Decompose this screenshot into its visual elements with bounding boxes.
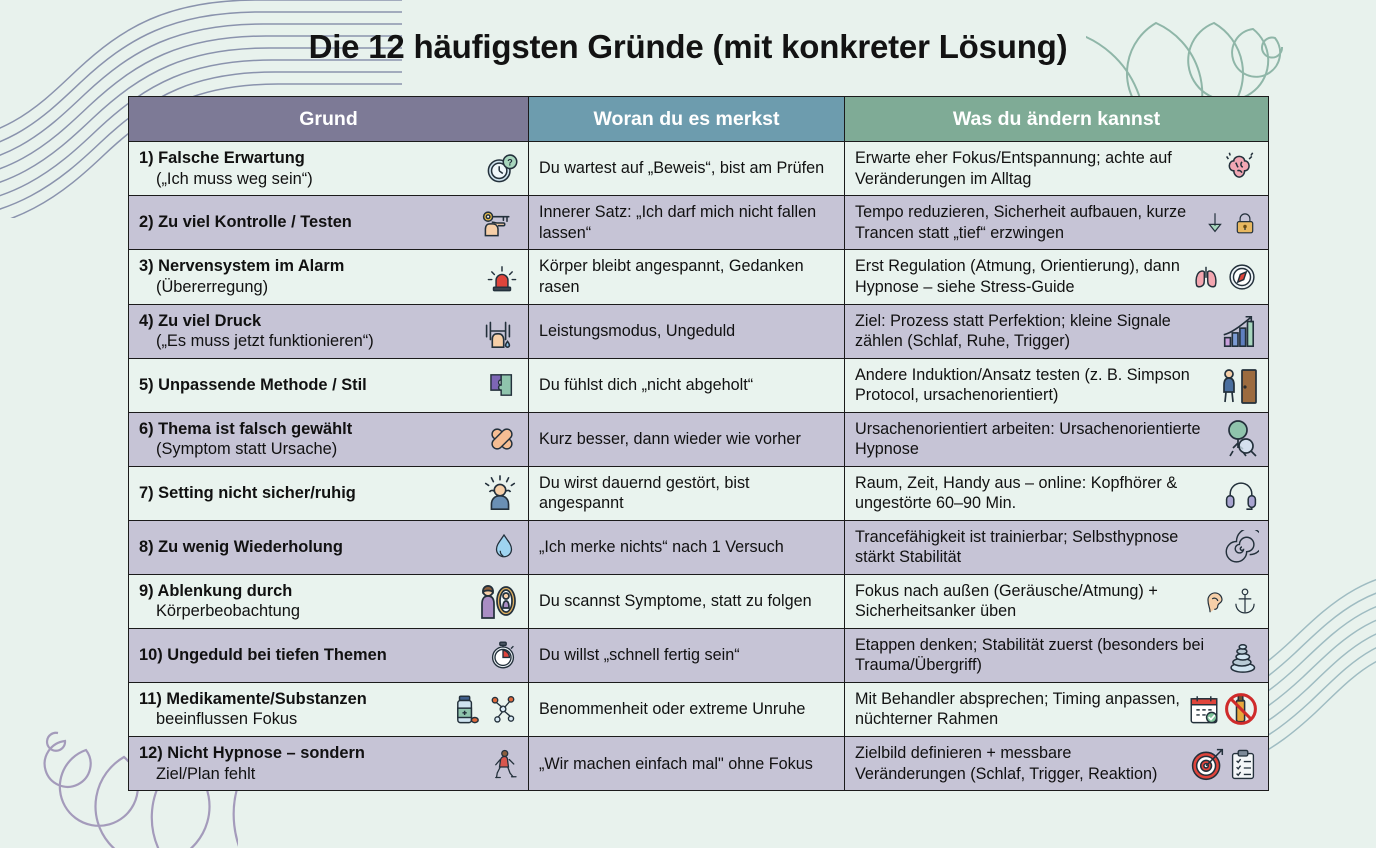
reason-subtitle: („Es muss jetzt funktionieren“) <box>156 332 374 351</box>
table-row <box>129 628 1269 682</box>
cell-signs <box>529 682 845 736</box>
compass-icon <box>1225 260 1259 294</box>
cell-reason <box>129 737 529 791</box>
growth-bar-chart-icon <box>1217 312 1259 350</box>
table-row <box>129 737 1269 791</box>
reason-subtitle: Ziel/Plan fehlt <box>156 764 256 783</box>
cell-reason <box>129 520 529 574</box>
reason-subtitle: Körperbeobachtung <box>156 602 300 621</box>
reason-number: 2) <box>139 213 159 232</box>
table-row <box>129 196 1269 250</box>
reason-icon-group <box>477 205 519 241</box>
cell-signs <box>529 412 845 466</box>
reason-subtitle: („Ich muss weg sein“) <box>156 169 313 188</box>
signs-text: „Ich merke nichts“ nach 1 Versuch <box>539 538 784 557</box>
signs-text: „Wir machen einfach mal" ohne Fokus <box>539 754 813 773</box>
change-icon-group <box>1187 690 1259 728</box>
reason-title: Falsche Erwartung <box>158 149 305 167</box>
reason-number: 12) <box>139 744 168 763</box>
reason-number: 11) <box>139 689 167 708</box>
signs-text: Leistungsmodus, Ungeduld <box>539 321 736 340</box>
reason-title: Thema ist falsch gewählt <box>158 419 353 438</box>
reason-number: 6) <box>139 419 159 438</box>
bandage-icon <box>485 422 519 456</box>
cell-signs <box>529 196 845 250</box>
change-text: Fokus nach außen (Geräusche/Atmung) + Sicherheitsanker üben <box>855 581 1158 621</box>
column-header-woran: Woran du es merkst <box>529 97 845 142</box>
hand-holding-key-icon <box>477 205 519 241</box>
change-text: Erst Regulation (Atmung, Orientierung), dann Hypnose – siehe Stress-Guide <box>855 257 1180 296</box>
medicine-bottle-icon <box>451 689 485 729</box>
cell-signs <box>529 574 845 628</box>
cell-reason <box>129 304 529 358</box>
reason-title: Nicht Hypnose – sondern <box>167 744 365 763</box>
cell-reason <box>129 628 529 682</box>
anchor-icon <box>1231 582 1259 620</box>
table-row <box>129 142 1269 196</box>
change-text: Ziel: Prozess statt Perfektion; kleine Signale zählen (Schlaf, Ruhe, Trigger) <box>855 311 1171 351</box>
signs-text: Du wartest auf „Beweis“, bist am Prüfen <box>539 159 825 178</box>
reason-icon-group <box>481 473 519 513</box>
lock-icon <box>1231 206 1259 240</box>
cell-signs <box>529 304 845 358</box>
table-row <box>129 358 1269 412</box>
dumbbell-hand-icon <box>477 312 519 350</box>
person-mirror-icon <box>475 581 519 621</box>
cell-reason <box>129 196 529 250</box>
reason-icon-group <box>483 151 519 187</box>
puzzle-pieces-icon <box>485 368 519 402</box>
table-row <box>129 412 1269 466</box>
cell-change <box>845 412 1269 466</box>
change-icon-group <box>1201 206 1259 240</box>
page-title: Die 12 häufigsten Gründe (mit konkreter Lösung) <box>308 28 1068 65</box>
cell-signs <box>529 358 845 412</box>
cell-change <box>845 196 1269 250</box>
cell-signs <box>529 467 845 521</box>
change-text: Erwarte eher Fokus/Entspannung; achte auf Veränderungen im Alltag <box>855 149 1172 188</box>
reason-icon-group <box>485 422 519 456</box>
table-body <box>129 142 1269 791</box>
table-row <box>129 304 1269 358</box>
cell-reason <box>129 467 529 521</box>
column-header-was: Was du ändern kannst <box>845 97 1269 142</box>
reason-title: Zu viel Kontrolle / Testen <box>158 213 352 232</box>
reason-icon-group <box>485 259 519 295</box>
signs-text: Kurz besser, dann wieder wie vorher <box>539 430 801 449</box>
reason-title: Medikamente/Substanzen <box>166 689 367 708</box>
ear-icon <box>1201 582 1229 620</box>
change-text: Trancefähigkeit ist trainierbar; Selbsthypnose stärkt Stabilität <box>855 527 1179 567</box>
cell-change <box>845 520 1269 574</box>
person-door-icon <box>1217 365 1259 405</box>
stressed-person-icon <box>481 473 519 513</box>
change-text: Andere Induktion/Ansatz testen (z. B. Simpson Protocol, ursachenorientiert) <box>855 365 1190 405</box>
cell-change <box>845 142 1269 196</box>
reason-title: Setting nicht sicher/ruhig <box>158 484 356 503</box>
reason-title: Zu wenig Wiederholung <box>158 537 343 556</box>
cell-reason <box>129 412 529 466</box>
reason-number: 5) <box>139 375 159 394</box>
change-text: Ursachenorientiert arbeiten: Ursachenorientierte Hypnose <box>855 419 1201 459</box>
svg-text:?: ? <box>507 157 513 168</box>
reason-icon-group <box>477 312 519 350</box>
cell-change <box>845 628 1269 682</box>
no-alcohol-icon <box>1223 690 1259 728</box>
reason-subtitle: beeinflussen Fokus <box>156 710 298 729</box>
cell-reason <box>129 682 529 736</box>
table-header-row <box>129 97 1269 142</box>
change-icon-group <box>1219 419 1259 459</box>
brain-icon <box>1223 151 1259 187</box>
walking-person-icon <box>489 744 519 784</box>
change-text: Tempo reduzieren, Sicherheit aufbauen, kurze Trancen statt „tief“ erzwingen <box>855 203 1187 242</box>
cell-reason <box>129 142 529 196</box>
stopwatch-icon <box>487 636 519 674</box>
cell-signs <box>529 520 845 574</box>
signs-text: Benommenheit oder extreme Unruhe <box>539 700 806 719</box>
cell-reason <box>129 574 529 628</box>
reason-subtitle: (Übererregung) <box>156 277 269 296</box>
reason-number: 7) <box>139 484 159 503</box>
reason-number: 10) <box>139 646 168 665</box>
spiral-icon <box>1225 530 1259 564</box>
table-row <box>129 467 1269 521</box>
reason-number: 1) <box>139 149 159 167</box>
signs-text: Du willst „schnell fertig sein“ <box>539 646 740 665</box>
clock-question-icon <box>483 151 519 187</box>
molecule-icon <box>487 689 519 729</box>
change-icon-group <box>1189 744 1259 784</box>
headphones-icon <box>1223 474 1259 512</box>
signs-text: Du wirst dauernd gestört, bist angespannt <box>539 474 750 513</box>
reason-icon-group <box>485 368 519 402</box>
reason-icon-group <box>451 689 519 729</box>
signs-text: Du fühlst dich „nicht abgeholt“ <box>539 376 754 395</box>
change-icon-group <box>1189 260 1259 294</box>
reason-title: Unpassende Methode / Stil <box>158 375 367 394</box>
reason-subtitle: (Symptom statt Ursache) <box>156 440 338 459</box>
reason-icon-group <box>475 581 519 621</box>
change-icon-group <box>1223 151 1259 187</box>
cell-signs <box>529 142 845 196</box>
reason-icon-group <box>487 636 519 674</box>
reason-title: Zu viel Druck <box>158 311 262 330</box>
reason-title: Nervensystem im Alarm <box>158 257 345 276</box>
reason-title: Ablenkung durch <box>157 581 293 600</box>
signs-text: Körper bleibt angespannt, Gedanken rasen <box>539 257 804 296</box>
cell-signs <box>529 628 845 682</box>
change-icon-group <box>1217 365 1259 405</box>
change-text: Raum, Zeit, Handy aus – online: Kopfhörer & ungestörte 60–90 Min. <box>855 474 1178 513</box>
tree-roots-magnifier-icon <box>1219 419 1259 459</box>
cell-change <box>845 358 1269 412</box>
change-icon-group <box>1223 635 1259 675</box>
reason-number: 8) <box>139 537 159 556</box>
signs-text: Innerer Satz: „Ich darf mich nicht fallen lassen“ <box>539 203 817 242</box>
clipboard-checklist-icon <box>1227 744 1259 784</box>
change-text: Zielbild definieren + messbare Veränderungen (Schlaf, Trigger, Reaktion) <box>855 744 1158 783</box>
change-icon-group <box>1225 530 1259 564</box>
table-row <box>129 250 1269 304</box>
change-text: Mit Behandler absprechen; Timing anpassen, nüchterner Rahmen <box>855 690 1180 729</box>
reason-title: Ungeduld bei tiefen Themen <box>167 646 387 665</box>
reason-icon-group <box>489 744 519 784</box>
cell-change <box>845 467 1269 521</box>
cell-reason <box>129 358 529 412</box>
change-icon-group <box>1217 312 1259 350</box>
reason-icon-group <box>489 528 519 566</box>
table-row <box>129 682 1269 736</box>
reason-number: 9) <box>139 581 158 600</box>
reason-number: 4) <box>139 311 159 330</box>
change-text: Etappen denken; Stabilität zuerst (besonders bei Trauma/Übergriff) <box>855 635 1205 675</box>
reasons-table <box>128 96 1269 791</box>
cell-reason <box>129 250 529 304</box>
calendar-check-icon <box>1187 690 1221 728</box>
cell-change <box>845 574 1269 628</box>
cell-signs <box>529 737 845 791</box>
alarm-light-icon <box>485 259 519 295</box>
table-row <box>129 574 1269 628</box>
cell-change <box>845 737 1269 791</box>
change-icon-group <box>1201 582 1259 620</box>
cell-change <box>845 304 1269 358</box>
table-row <box>129 520 1269 574</box>
cell-signs <box>529 250 845 304</box>
lungs-icon <box>1189 260 1223 294</box>
water-drop-icon <box>489 528 519 566</box>
cell-change <box>845 250 1269 304</box>
cell-change <box>845 682 1269 736</box>
change-icon-group <box>1223 474 1259 512</box>
down-arrow-icon <box>1201 206 1229 240</box>
target-dart-icon <box>1189 744 1225 784</box>
stacked-stones-icon <box>1223 635 1259 675</box>
signs-text: Du scannst Symptome, statt zu folgen <box>539 592 812 611</box>
column-header-grund: Grund <box>129 97 529 142</box>
reason-number: 3) <box>139 257 159 276</box>
